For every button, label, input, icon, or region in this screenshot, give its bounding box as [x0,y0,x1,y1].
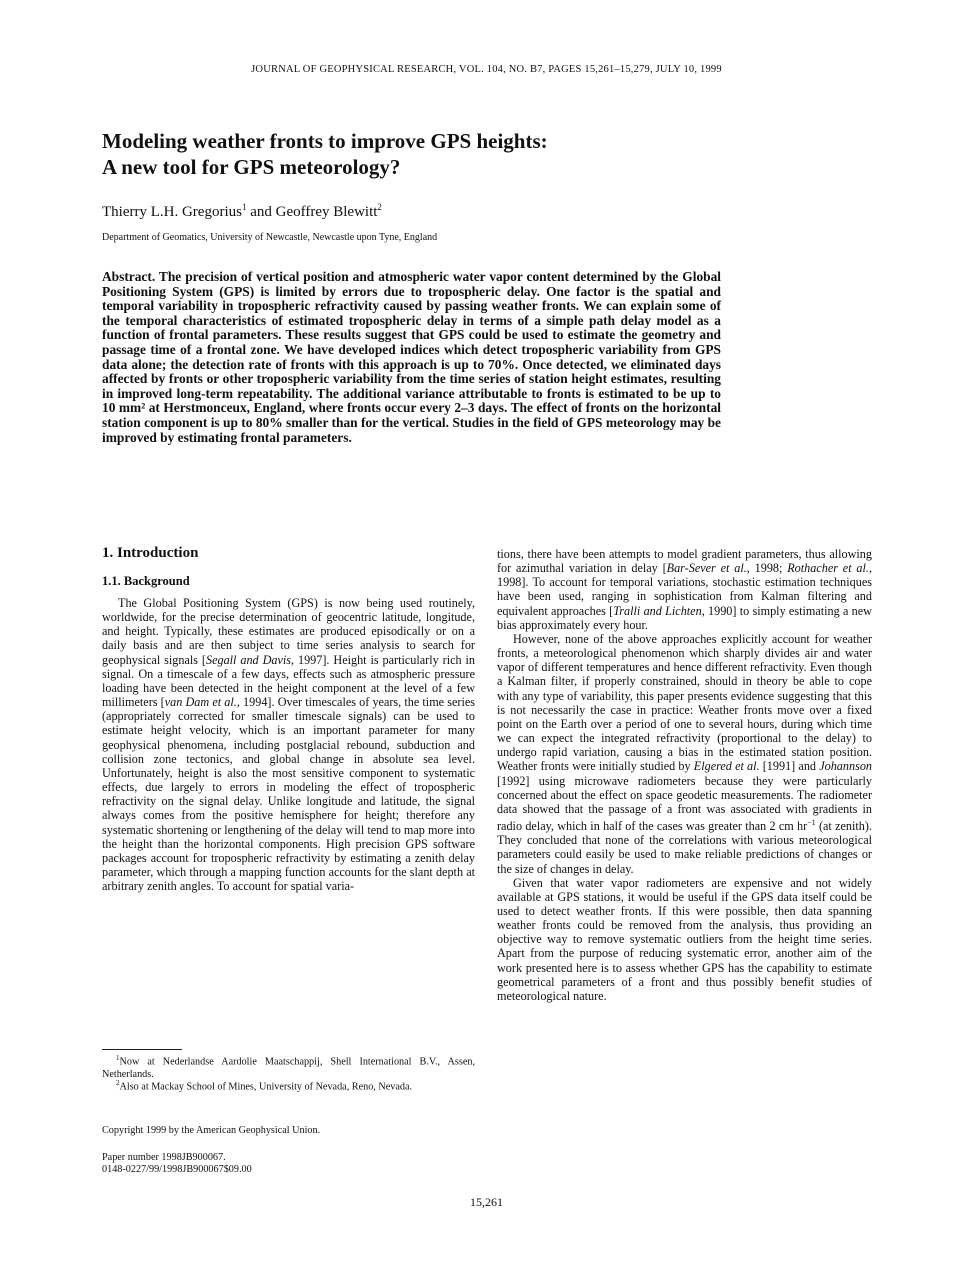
right-column [497,547,872,1003]
paper-title [102,128,802,180]
author-2: Geoffrey Blewitt [275,204,378,220]
author-and: and [246,204,276,220]
issn-code: 0148-0227/99/1998JB900067$09.00 [102,1164,252,1175]
copyright-notice: Copyright 1999 by the American Geophysical Union. [102,1125,321,1136]
left-paragraph: The Global Positioning System (GPS) is now being used routinely, worldwide, for the precise determination of geocentric latitude, longitude, and height. Typically, these estimates are produced episodically or on a daily basis and are then subject to time series analysis to search for geophysical signals [Segall and Davis, 1997]. Height is particularly rich in signal. On a timescale of a few days, effects such as atmospheric pressure loading have been detected in the height component at the level of a few millimeters [van Dam et al., 1994]. Over timescales of years, the time series (appropriately corrected for smaller timescale signals) can be used to estimate height velocity, which is an important parameter for many geophysical phenomena, including postglacial rebound, subduction and collision zone tectonics, and global change in absolute sea level. Unfortunately, height is also the most sensitive component to systematic effects, due largely to errors in modeling the effect of tropospheric refractivity on the signal delay. Unlike longitude and latitude, the signal always comes from the positive hemisphere for height; therefore any systematic shortening or lengthening of the delay will tend to map more into the height than the horizontal components. High precision GPS software packages account for tropospheric refractivity by estimating a zenith delay parameter, which through a mapping function accounts for the slant depth at arbitrary zenith angles. To account for spatial varia- [102,596,475,894]
title-line-1: Modeling weather fronts to improve GPS heights: [102,129,548,153]
author-1-mark: 1 [241,202,247,212]
author-1: Thierry L.H. Gregorius [102,204,242,220]
right-paragraph-2: However, none of the above approaches explicitly account for weather fronts, a meteorological phenomenon which sharply divides air and water vapor of different temperatures and hence different refractivity. Even though a Kalman filter, if properly constrained, should in theory be able to cope with any type of variability, this paper presents evidence suggesting that this is not necessarily the case in practice: Weather fronts move over a fixed point on the Earth over a period of one to several hours, during which time we can expect the integrated refractivity (proportional to the delay) to undergo rapid variation, causing a bias in the estimated station position. Weather fronts were initially studied by Elgered et al. [1991] and Johannson [1992] using microwave radiometers because they were particularly concerned about the effect on space geodetic measurements. The radiometer data showed that the passage of a front was associated with gradients in radio delay, which in half of the cases was greater than 2 cm $hr^{-1}$ (at zenith). They concluded that none of the correlations with various meteorological parameters could easily be used to make reliable predictions of changes or the size of changes in delay. [497,631,873,876]
citation: Elgered et al. [693,759,760,774]
title-line-2: A new tool for GPS meteorology? [102,155,401,179]
footnote-rule [102,1049,182,1050]
abstract-text: The precision of vertical position and atmospheric water vapor content determined by the Global Positioning System (GPS) is limited by errors due to tropospheric delay. One factor is the spatial and temporal variability in tropospheric refractivity caused by passing weather fronts. We can explain some of the temporal characteristics of estimated tropospheric delay in terms of a simple path delay model as a function of frontal parameters. These results suggest that GPS could be used to estimate the geometry and passage time of a frontal zone. We have developed indices which detect tropospheric variability from GPS data alone; the detection rate of fronts with this approach is up to 70%. Once detected, we eliminated days affected by fronts or other tropospheric variability from the time series of station height estimates, resulting in improved long-term repeatability. The additional variance attributable to fronts is estimated to be up to 10 mm² at Herstmonceux, England, where fronts occur every 2–3 days. The effect of fronts on the horizontal station component is up to 80% smaller than for the vertical. Studies in the field of GPS meteorology may be improved by estimating frontal parameters. [102,269,721,445]
right-paragraph-1: tions, there have been attempts to model gradient parameters, thus allowing for azimuthal variation in delay [Bar-Sever et al., 1998; Rothacher et al., 1998]. To account for temporal variations, stochastic estimation techniques have been used, ranging in sophistication from Kalman filtering and equivalent approaches [Tralli and Lichten, 1990] to simply estimating a new bias approximately every hour. [497,547,873,632]
citation: Bar-Sever et al. [666,561,747,576]
page-number: 15,261 [470,1195,503,1209]
journal-header: JOURNAL OF GEOPHYSICAL RESEARCH, VOL. 104, NO. B7, PAGES 15,261–15,279, JULY 10, 1999 [251,64,722,75]
abstract-label: Abstract. [102,269,156,284]
citation: Johannson [819,759,873,774]
citation: van Dam et al. [164,695,237,710]
left-column [102,596,475,893]
paper-number: Paper number 1998JB900067. [102,1152,226,1163]
subsection-heading: 1.1. Background [102,574,190,588]
footnote-2: $^2$Also at Mackay School of Mines, University of Nevada, Reno, Nevada. [116,1079,413,1093]
author-2-mark: 2 [377,202,382,212]
right-paragraph-3: Given that water vapor radiometers are expensive and not widely available at GPS stations, it would be useful if the GPS data itself could be used to detect weather fronts. If this were possible, then data spanning weather fronts could be removed from the analysis, thus providing an objective way to remove systematic outliers from the height time series. Apart from the purpose of reducing systematic error, another aim of the work presented here is to assess whether GPS has the capability to estimate geometrical parameters of a front and thus possibly benefit studies of meteorological nature. [497,875,872,1003]
affiliation: Department of Geomatics, University of Newcastle, Newcastle upon Tyne, England [102,232,438,243]
citation: Tralli and Lichten [613,603,702,618]
footnote-1: $^1$Now at Nederlandse Aardolie Maatschappij, Shell International B.V., Assen, Netherlands. [102,1054,475,1080]
author-list [102,202,382,221]
abstract [102,270,721,445]
section-heading: 1. Introduction [102,545,199,561]
citation: Rothacher et al. [787,561,869,576]
citation: Segall and Davis [205,652,292,667]
